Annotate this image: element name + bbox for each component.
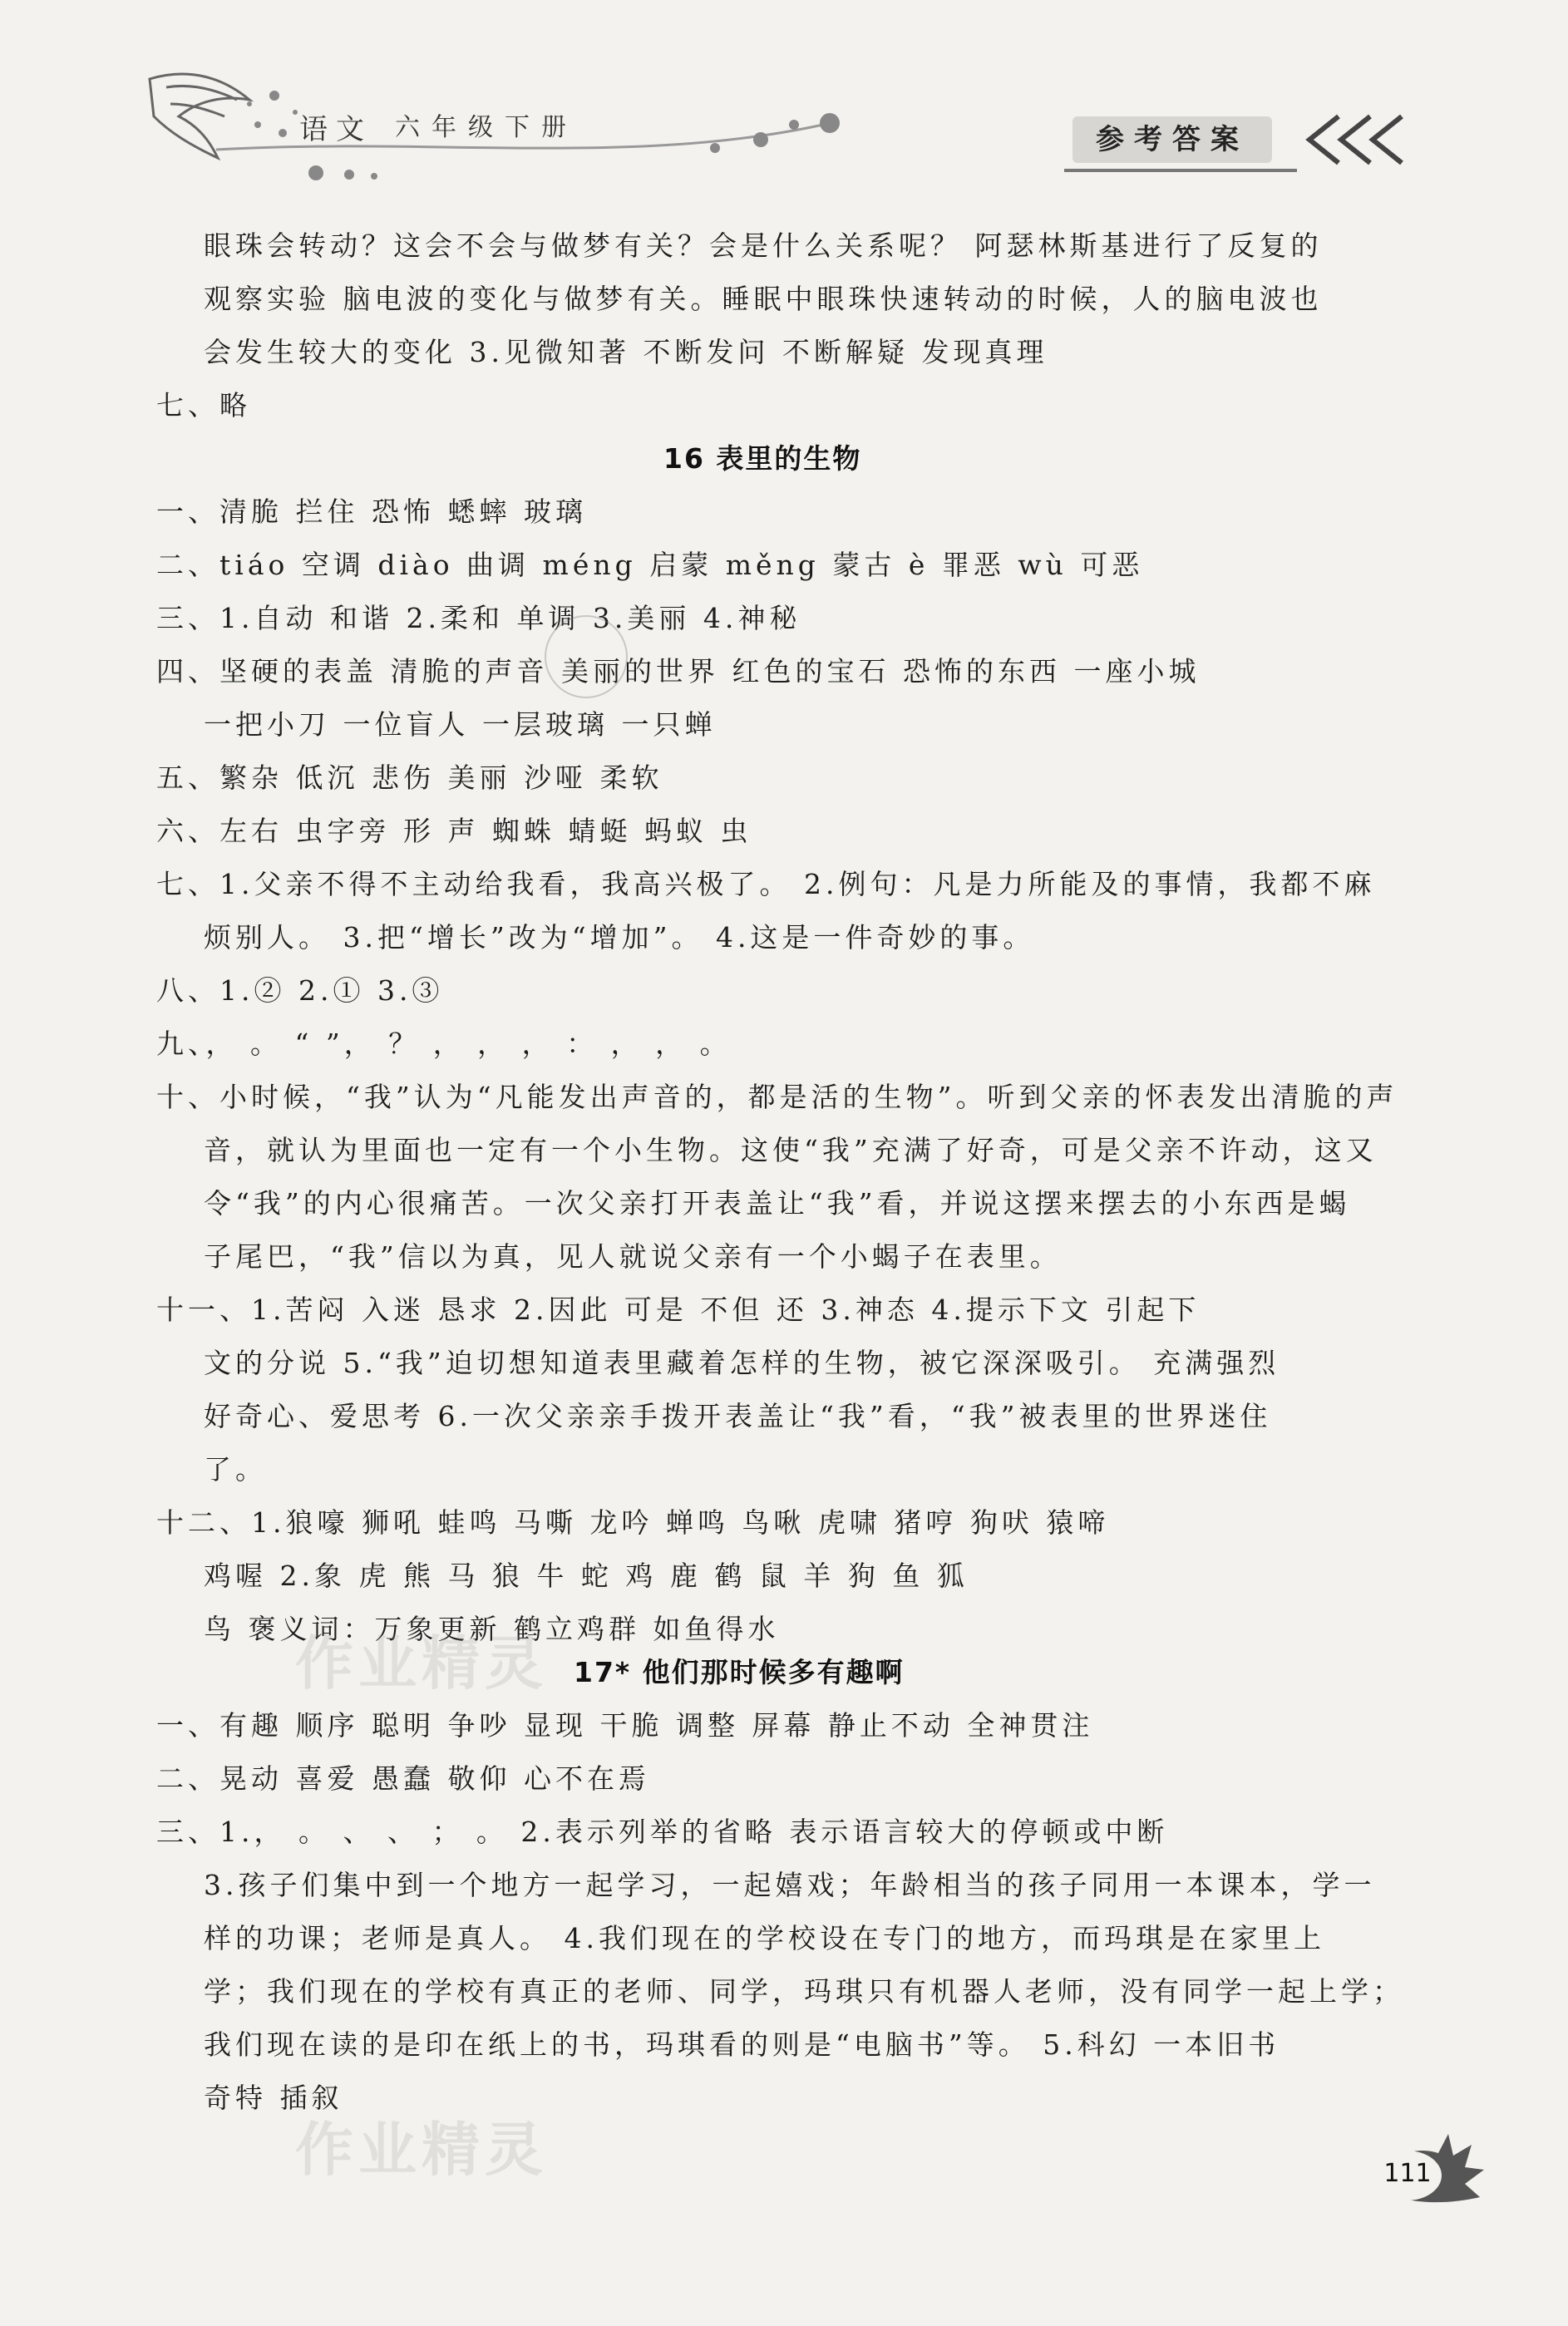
text-line: 观察实验 脑电波的变化与做梦有关。睡眠中眼珠快速转动的时候，人的脑电波也 [204, 283, 1323, 315]
text-line: 八、1.② 2.① 3.③ [156, 974, 444, 1007]
text-line: 文的分说 5.“我”迫切想知道表里藏着怎样的生物，被它深深吸引。 充满强烈 [204, 1347, 1280, 1379]
stamp-seal [545, 615, 628, 698]
text-line: 十二、1.狼嚎 狮吼 蛙鸣 马嘶 龙吟 蝉鸣 鸟啾 虎啸 猪哼 狗吠 猿啼 [156, 1506, 1110, 1539]
text-line: 鸡喔 2.象 虎 熊 马 狼 牛 蛇 鸡 鹿 鹤 鼠 羊 狗 鱼 狐 [204, 1560, 969, 1592]
page-number: 111 [1383, 2159, 1432, 2188]
text-line: 眼珠会转动？这会不会与做梦有关？会是什么关系呢？ 阿瑟林斯基进行了反复的 [204, 229, 1323, 262]
text-line: 七、1.父亲不得不主动给我看，我高兴极了。 2.例句：凡是力所能及的事情，我都不麻 [156, 868, 1376, 900]
text-line: 二、tiáo 空调 diào 曲调 méng 启蒙 měng 蒙古 è 罪恶 wù 可恶 [156, 549, 1144, 581]
section-title-17: 17* 他们那时候多有趣啊 [574, 1656, 905, 1688]
text-line: 样的功课；老师是真人。 4.我们现在的学校设在专门的地方，而玛琪是在家里上 [204, 1922, 1325, 1954]
text-line: 子尾巴，“我”信以为真，见人就说父亲有一个小蝎子在表里。 [204, 1240, 1062, 1273]
header-decoration [0, 0, 1568, 200]
text-line: 一把小刀 一位盲人 一层玻璃 一只蝉 [204, 708, 717, 741]
header-grade: 六年级下册 [395, 113, 578, 142]
text-line: 三、1.， 。 、 、 ； 。 2.表示列举的省略 表示语言较大的停顿或中断 [156, 1816, 1169, 1848]
text-line: 学；我们现在的学校有真正的老师、同学，玛琪只有机器人老师，没有同学一起上学； [204, 1975, 1404, 2008]
text-line: 六、左右 虫字旁 形 声 蜘蛛 蜻蜓 蚂蚁 虫 [156, 815, 752, 847]
text-line: 好奇心、爱思考 6.一次父亲亲手拨开表盖让“我”看，“我”被表里的世界迷住 [204, 1400, 1272, 1432]
text-line: 十一、1.苦闷 入迷 恳求 2.因此 可是 不但 还 3.神态 4.提示下文 引起下 [156, 1294, 1201, 1326]
triple-left-chevron-icon [1309, 116, 1402, 163]
text-line: 鸟 褒义词：万象更新 鹤立鸡群 如鱼得水 [204, 1613, 780, 1645]
text-line: 七、略 [156, 389, 251, 421]
text-line: 会发生较大的变化 3.见微知著 不断发问 不断解疑 发现真理 [204, 336, 1048, 368]
text-line: 五、繁杂 低沉 悲伤 美丽 沙哑 柔软 [156, 761, 663, 794]
text-line: 四、坚硬的表盖 清脆的声音 美丽的世界 红色的宝石 恐怖的东西 一座小城 [156, 655, 1201, 687]
page-header [0, 0, 1568, 200]
header-answer-label: 参考答案 [1072, 116, 1272, 163]
watermark: 作业精灵 [295, 2116, 548, 2184]
text-line: 十、小时候，“我”认为“凡能发出声音的，都是活的生物”。听到父亲的怀表发出清脆的声 [156, 1081, 1398, 1113]
text-line: 九、， 。 “ ”， ？ ， ， ， ： ， ， 。 [156, 1027, 732, 1060]
watermark: 作业精灵 [295, 1629, 548, 1698]
text-line: 三、1.自动 和谐 2.柔和 单调 3.美丽 4.神秘 [156, 602, 801, 634]
text-line: 了。 [204, 1453, 267, 1486]
text-line: 一、有趣 顺序 聪明 争吵 显现 干脆 调整 屏幕 静止不动 全神贯注 [156, 1709, 1094, 1742]
header-subject: 语文 [299, 113, 372, 146]
section-title-16: 16 表里的生物 [663, 442, 862, 475]
text-line: 奇特 插叙 [204, 2082, 343, 2114]
text-line: 烦别人。 3.把“增长”改为“增加”。 4.这是一件奇妙的事。 [204, 921, 1035, 954]
text-line: 令“我”的内心很痛苦。一次父亲打开表盖让“我”看，并说这摆来摆去的小东西是蝎 [204, 1187, 1351, 1220]
text-line: 一、清脆 拦住 恐怖 蟋蟀 玻璃 [156, 495, 587, 528]
text-line: 音，就认为里面也一定有一个小生物。这使“我”充满了好奇，可是父亲不许动，这又 [204, 1134, 1378, 1166]
butterfly-icon [150, 74, 249, 158]
text-line: 我们现在读的是印在纸上的书，玛琪看的则是“电脑书”等。 5.科幻 一本旧书 [204, 2028, 1280, 2061]
text-line: 二、晃动 喜爱 愚蠢 敬仰 心不在焉 [156, 1762, 650, 1795]
text-line: 3.孩子们集中到一个地方一起学习，一起嬉戏；年龄相当的孩子同用一本课本，学一 [204, 1869, 1376, 1901]
